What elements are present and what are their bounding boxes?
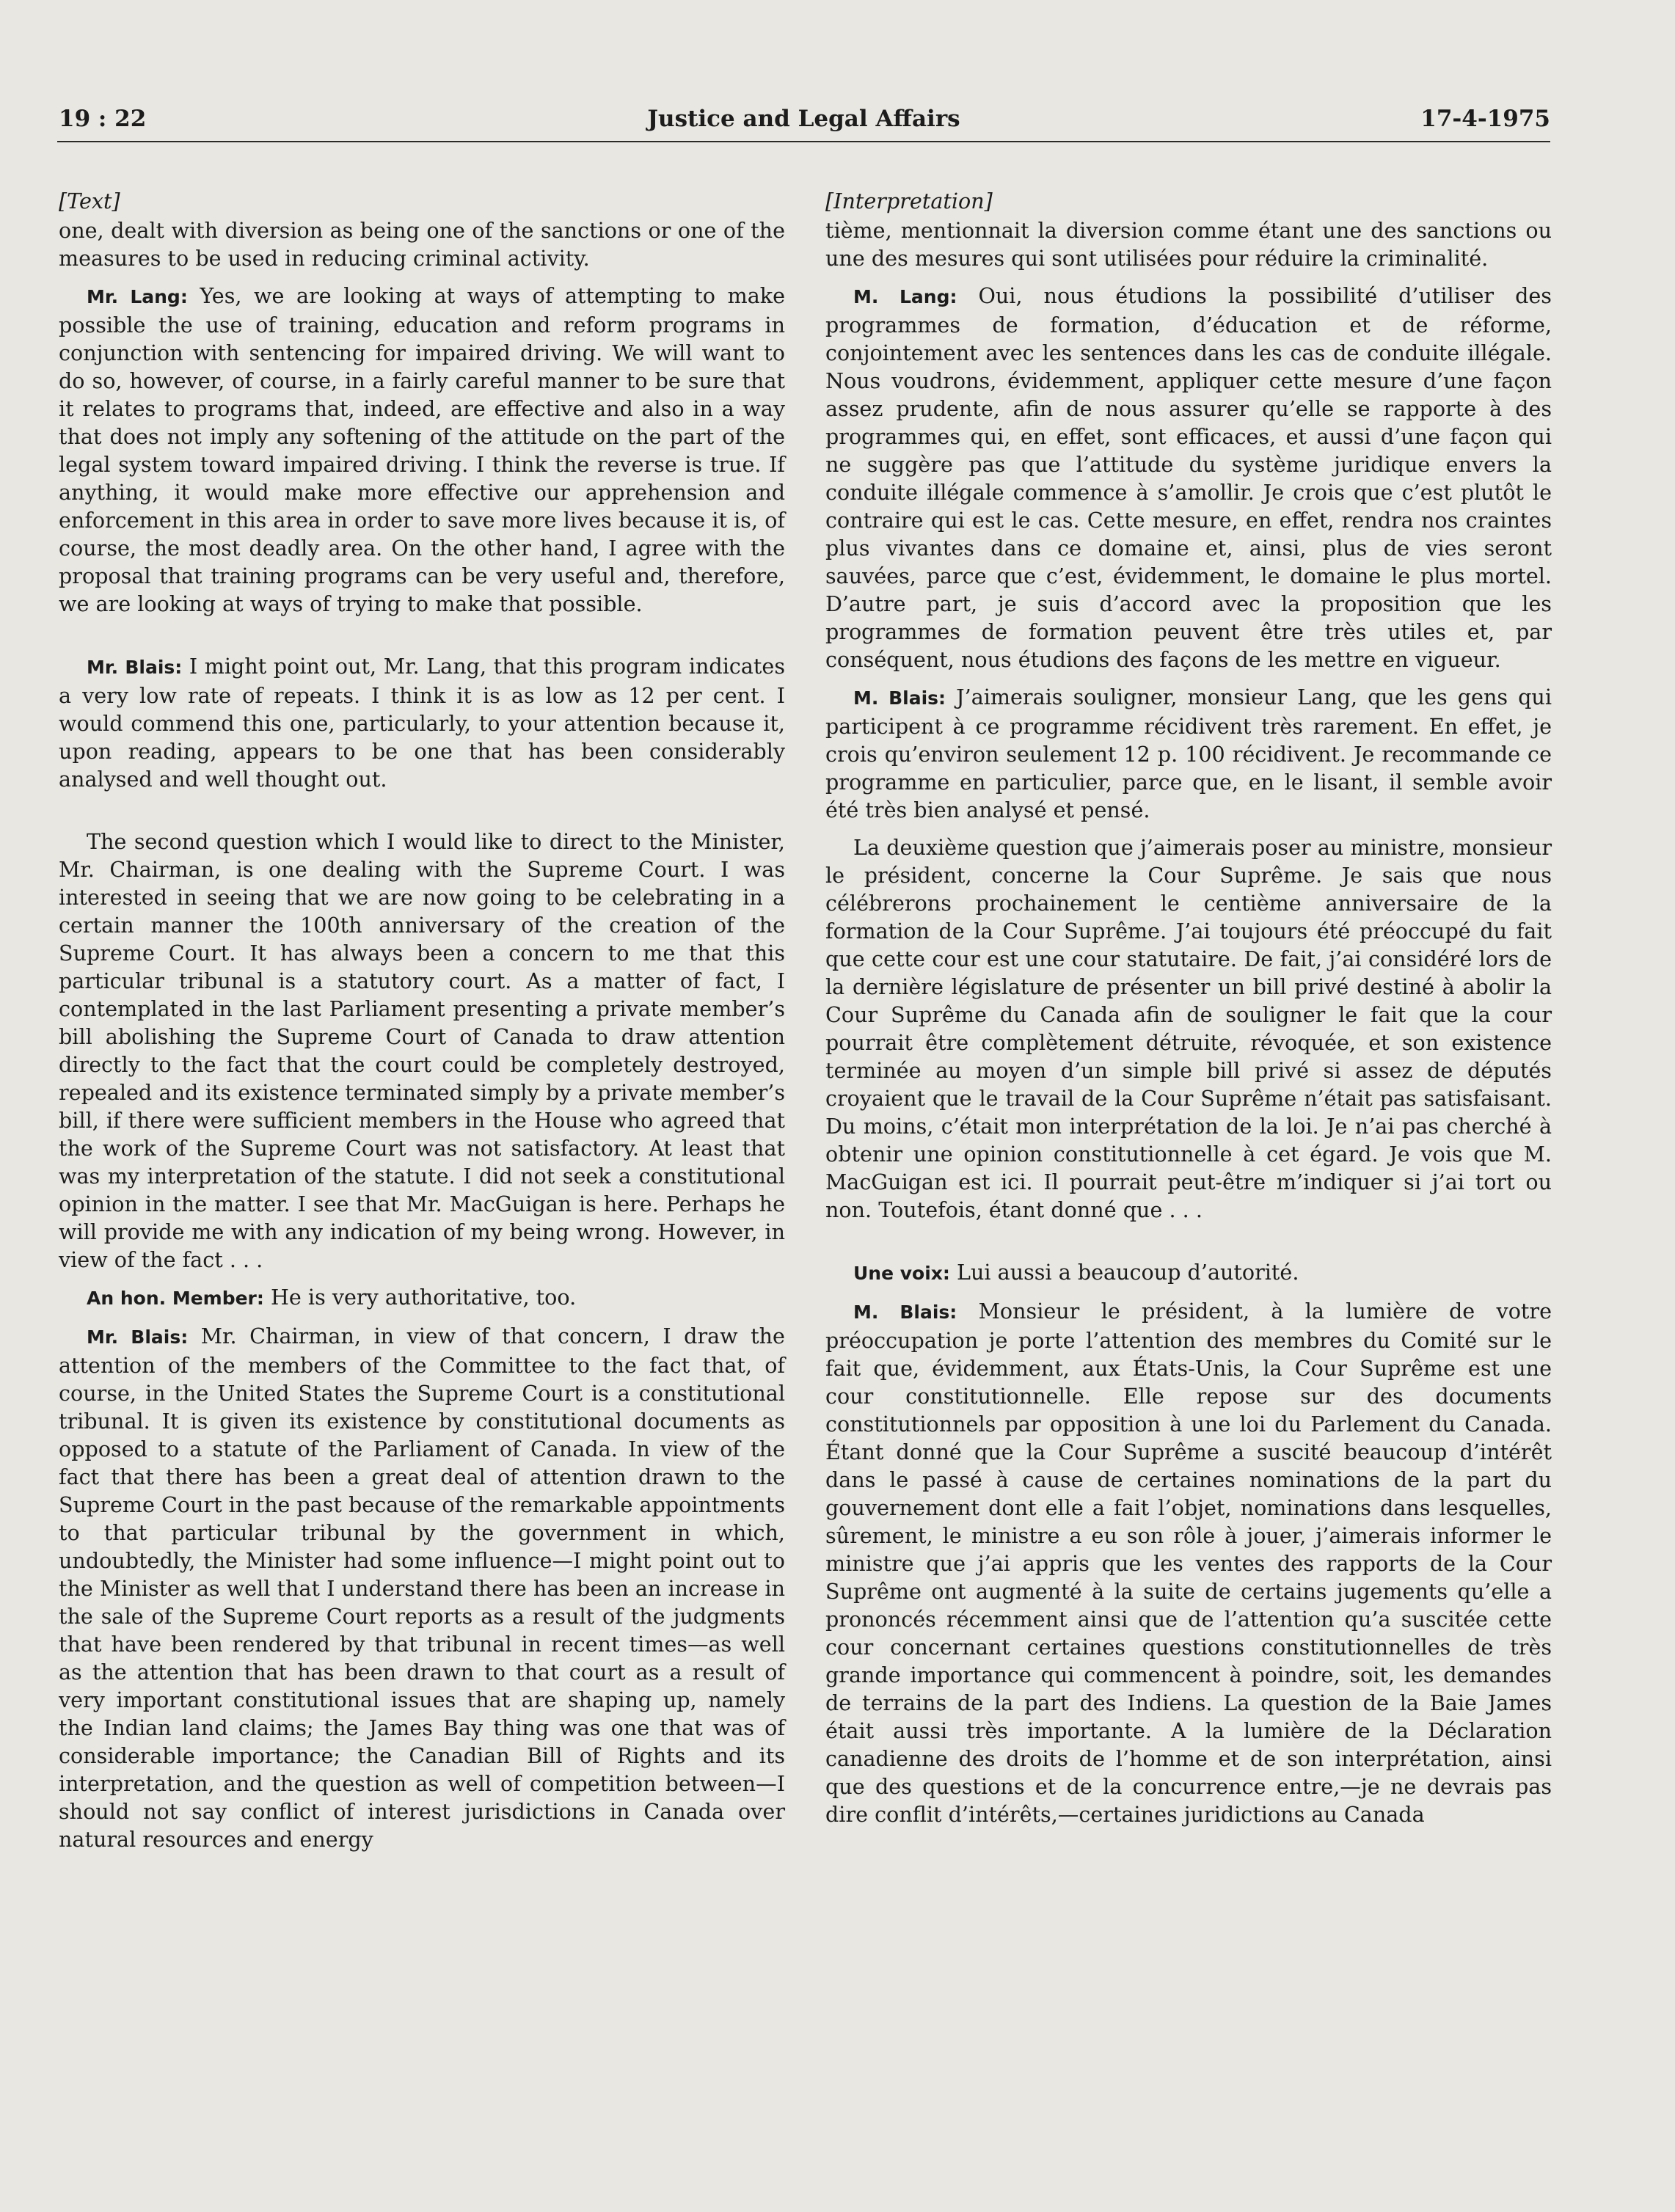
speaker-label: An hon. Member: bbox=[87, 1288, 264, 1309]
paragraph bbox=[59, 1322, 785, 1853]
speech-text: I might point out, Mr. Lang, that this program indicates a very low rate of repeats. I think it is as low as 12 per cent. I would commend this one, particularly, to your attention because it, upon reading, appears to be one that has been considerably analysed and well thought out. bbox=[59, 654, 785, 792]
speech-text: J’aimerais souligner, monsieur Lang, que les gens qui participent à ce programme récidivent très rarement. En effet, je crois qu’environ seulement 12 p. 100 récidivent. Je recommande ce programme en particulier, parce que, en le lisant, il semble avoir été très bien analysé et pensé. bbox=[825, 685, 1552, 822]
header-date: 17-4-1975 bbox=[1420, 106, 1550, 132]
speaker-label: Mr. Lang: bbox=[87, 286, 188, 307]
speech-text: Lui aussi a beaucoup d’autorité. bbox=[949, 1260, 1299, 1285]
paragraph: one, dealt with diversion as being one of the sanctions or one of the measures to be used in reducing criminal activity. bbox=[59, 218, 785, 271]
speaker-label: Mr. Blais: bbox=[87, 657, 183, 678]
speech-text: He is very authoritative, too. bbox=[263, 1285, 577, 1310]
speech-text: Yes, we are looking at ways of attempting to make possible the use of training, education and reform programs in conjunction with sentencing for impaired driving. We will want to do so, however, of course, in a fairly careful manner to be sure that it relates to programs that, indeed, are effective and also in a way that does not imply any softening of the attitude on the part of the legal system toward impaired driving. I think the reverse is true. If anything, it would make more effective our apprehension and enforcement in this area in order to save more lives because it is, of course, the most deadly area. On the other hand, I agree with the proposal that training programs can be very useful and, therefore, we are looking at ways of trying to make that possible. bbox=[59, 283, 785, 616]
paragraph bbox=[59, 1283, 785, 1313]
paragraph: La deuxième question que j’aimerais poser au ministre, monsieur le président, concerne la Cour Suprême. Je sais que nous célébrerons prochainement le centième anniversaire de la formation de la Cour Suprême. J’ai toujours été préoccupé du fait que cette cour est une cour statutaire. De fait, j’ai considéré lors de la dernière législature de présenter un bill privé destiné à abolir la Cour Suprême du Canada afin de souligner le fait que la cour pourrait être complètement détruite, révoquée, et son existence terminée au moyen d’un simple bill privé si assez de députés croyaient que le travail de la Cour Suprême n’était pas satisfaisant. Du moins, c’était mon interprétation de la loi. Je n’ai pas cherché à obtenir une opinion constitutionnelle à cet égard. Je vois que M. MacGuigan est ici. Il pourrait peut-être m’indiquer si j’ai tort ou non. Toutefois, étant donné que . . . bbox=[825, 835, 1552, 1222]
paragraph bbox=[825, 683, 1552, 824]
speech-text: Mr. Chairman, in view of that concern, I draw the attention of the members of the Committee to the fact that, of course, in the United States the Supreme Court is a constitutional tribunal. It is given its existence by constitutional documents as opposed to a statute of the Parliament of Canada. In view of the fact that there has been a great deal of attention drawn to the Supreme Court in the past because of the remarkable appointments to that particular tribunal by the government in which, undoubtedly, the Minister had some influence—I might point out to the Minister as well that I understand there has been an increase in the sale of the Supreme Court reports as a result of the judgments that have been rendered by that tribunal in recent times—as well as the attention that has been drawn to that court as a result of very important constitutional issues that are shaping up, namely the Indian land claims; the James Bay thing was one that was of considerable importance; the Canadian Bill of Rights and its interpretation, and the question as well of competition between—I should not say conflict of interest jurisdictions in Canada over natural resources and energy bbox=[59, 1324, 785, 1852]
speaker-label: Une voix: bbox=[853, 1263, 950, 1284]
paragraph: The second question which I would like to direct to the Minister, Mr. Chairman, is one dealing with the Supreme Court. I was interested in seeing that we are now going to be celebrating in a certain manner the 100th anniversary of the creation of the Supreme Court. It has always been a concern to me that this particular tribunal is a statutory court. As a matter of fact, I contemplated in the last Parliament presenting a private member’s bill abolishing the Supreme Court of Canada to draw attention directly to the fact that the court could be completely destroyed, repealed and its existence terminated simply by a private member’s bill, if there were sufficient members in the House who agreed that the work of the Supreme Court was not satisfactory. At least that was my interpretation of the statute. I did not seek a constitutional opinion in the matter. I see that Mr. MacGuigan is here. Perhaps he will provide me with any indication of my being wrong. However, in view of the fact . . . bbox=[59, 829, 785, 1272]
header-title: Justice and Legal Affairs bbox=[647, 106, 960, 132]
running-header bbox=[57, 103, 1550, 142]
paragraph: tième, mentionnait la diversion comme étant une des sanctions ou une des mesures qui sont utilisées pour réduire la criminalité. bbox=[825, 218, 1552, 271]
speech-text: Oui, nous étudions la possibilité d’utiliser des programmes de formation, d’éducation et de réforme, conjointement avec les sentences dans les cas de conduite illégale. Nous voudrons, évidemment, appliquer cette mesure d’une façon assez prudente, afin de nous assurer qu’elle se rapporte à des programmes qui, en effet, sont efficaces, et aussi d’une façon qui ne suggère pas que l’attitude du système juridique envers la conduite illégale commence à s’amollir. Je crois que c’est plutôt le contraire qui est le cas. Cette mesure, en effet, rendra nos craintes plus vivantes dans ce domaine et, ainsi, plus de vies seront sauvées, parce que c’est, évidemment, le domaine le plus mortel. D’autre part, je suis d’accord avec la proposition que les programmes de formation peuvent être très utiles et, par conséquent, nous étudions des façons de les mettre en vigueur. bbox=[825, 283, 1552, 672]
page-number: 19 : 22 bbox=[59, 106, 147, 132]
speaker-label: M. Blais: bbox=[853, 687, 946, 709]
french-column bbox=[825, 187, 1552, 1828]
speaker-label: M. Lang: bbox=[853, 286, 957, 307]
speaker-label: M. Blais: bbox=[853, 1302, 957, 1323]
paragraph bbox=[825, 1258, 1552, 1288]
paragraph bbox=[825, 282, 1552, 674]
speech-text: Monsieur le président, à la lumière de votre préoccupation je porte l’attention des membres du Comité sur le fait que, évidemment, aux États-Unis, la Cour Suprême est une cour constitutionnelle. Elle repose sur des documents constitutionnels par opposition à une loi du Parlement du Canada. Étant donné que la Cour Suprême a suscité beaucoup d’intérêt dans le passé à cause de certaines nominations de la part du gouvernement dont elle a fait l’objet, nominations dans lesquelles, sûrement, le ministre a eu son rôle à jouer, j’aimerais informer le ministre que j’ai appris que les ventes des rapports de la Cour Suprême ont augmenté à la suite de certains jugements qu’elle a prononcés récemment ainsi que de l’attention qu’a suscitée cette cour concernant certaines questions constitutionnelles de très grande importance qui commencent à poindre, soit, les demandes de terrains de la part des Indiens. La question de la Baie James était aussi très importante. A la lumière de la Déclaration canadienne des droits de l’homme et de son interprétation, ainsi que des questions et de la concurrence entre,—je ne devrais pas dire conflit d’intérêts,—certaines juridictions au Canada bbox=[825, 1299, 1552, 1827]
speaker-label: Mr. Blais: bbox=[87, 1326, 189, 1348]
paragraph bbox=[59, 282, 785, 618]
paragraph bbox=[59, 652, 785, 793]
section-tag: [Text] bbox=[59, 189, 120, 213]
paragraph bbox=[825, 1297, 1552, 1828]
section-tag: [Interpretation] bbox=[825, 189, 993, 213]
english-column bbox=[59, 187, 785, 1853]
